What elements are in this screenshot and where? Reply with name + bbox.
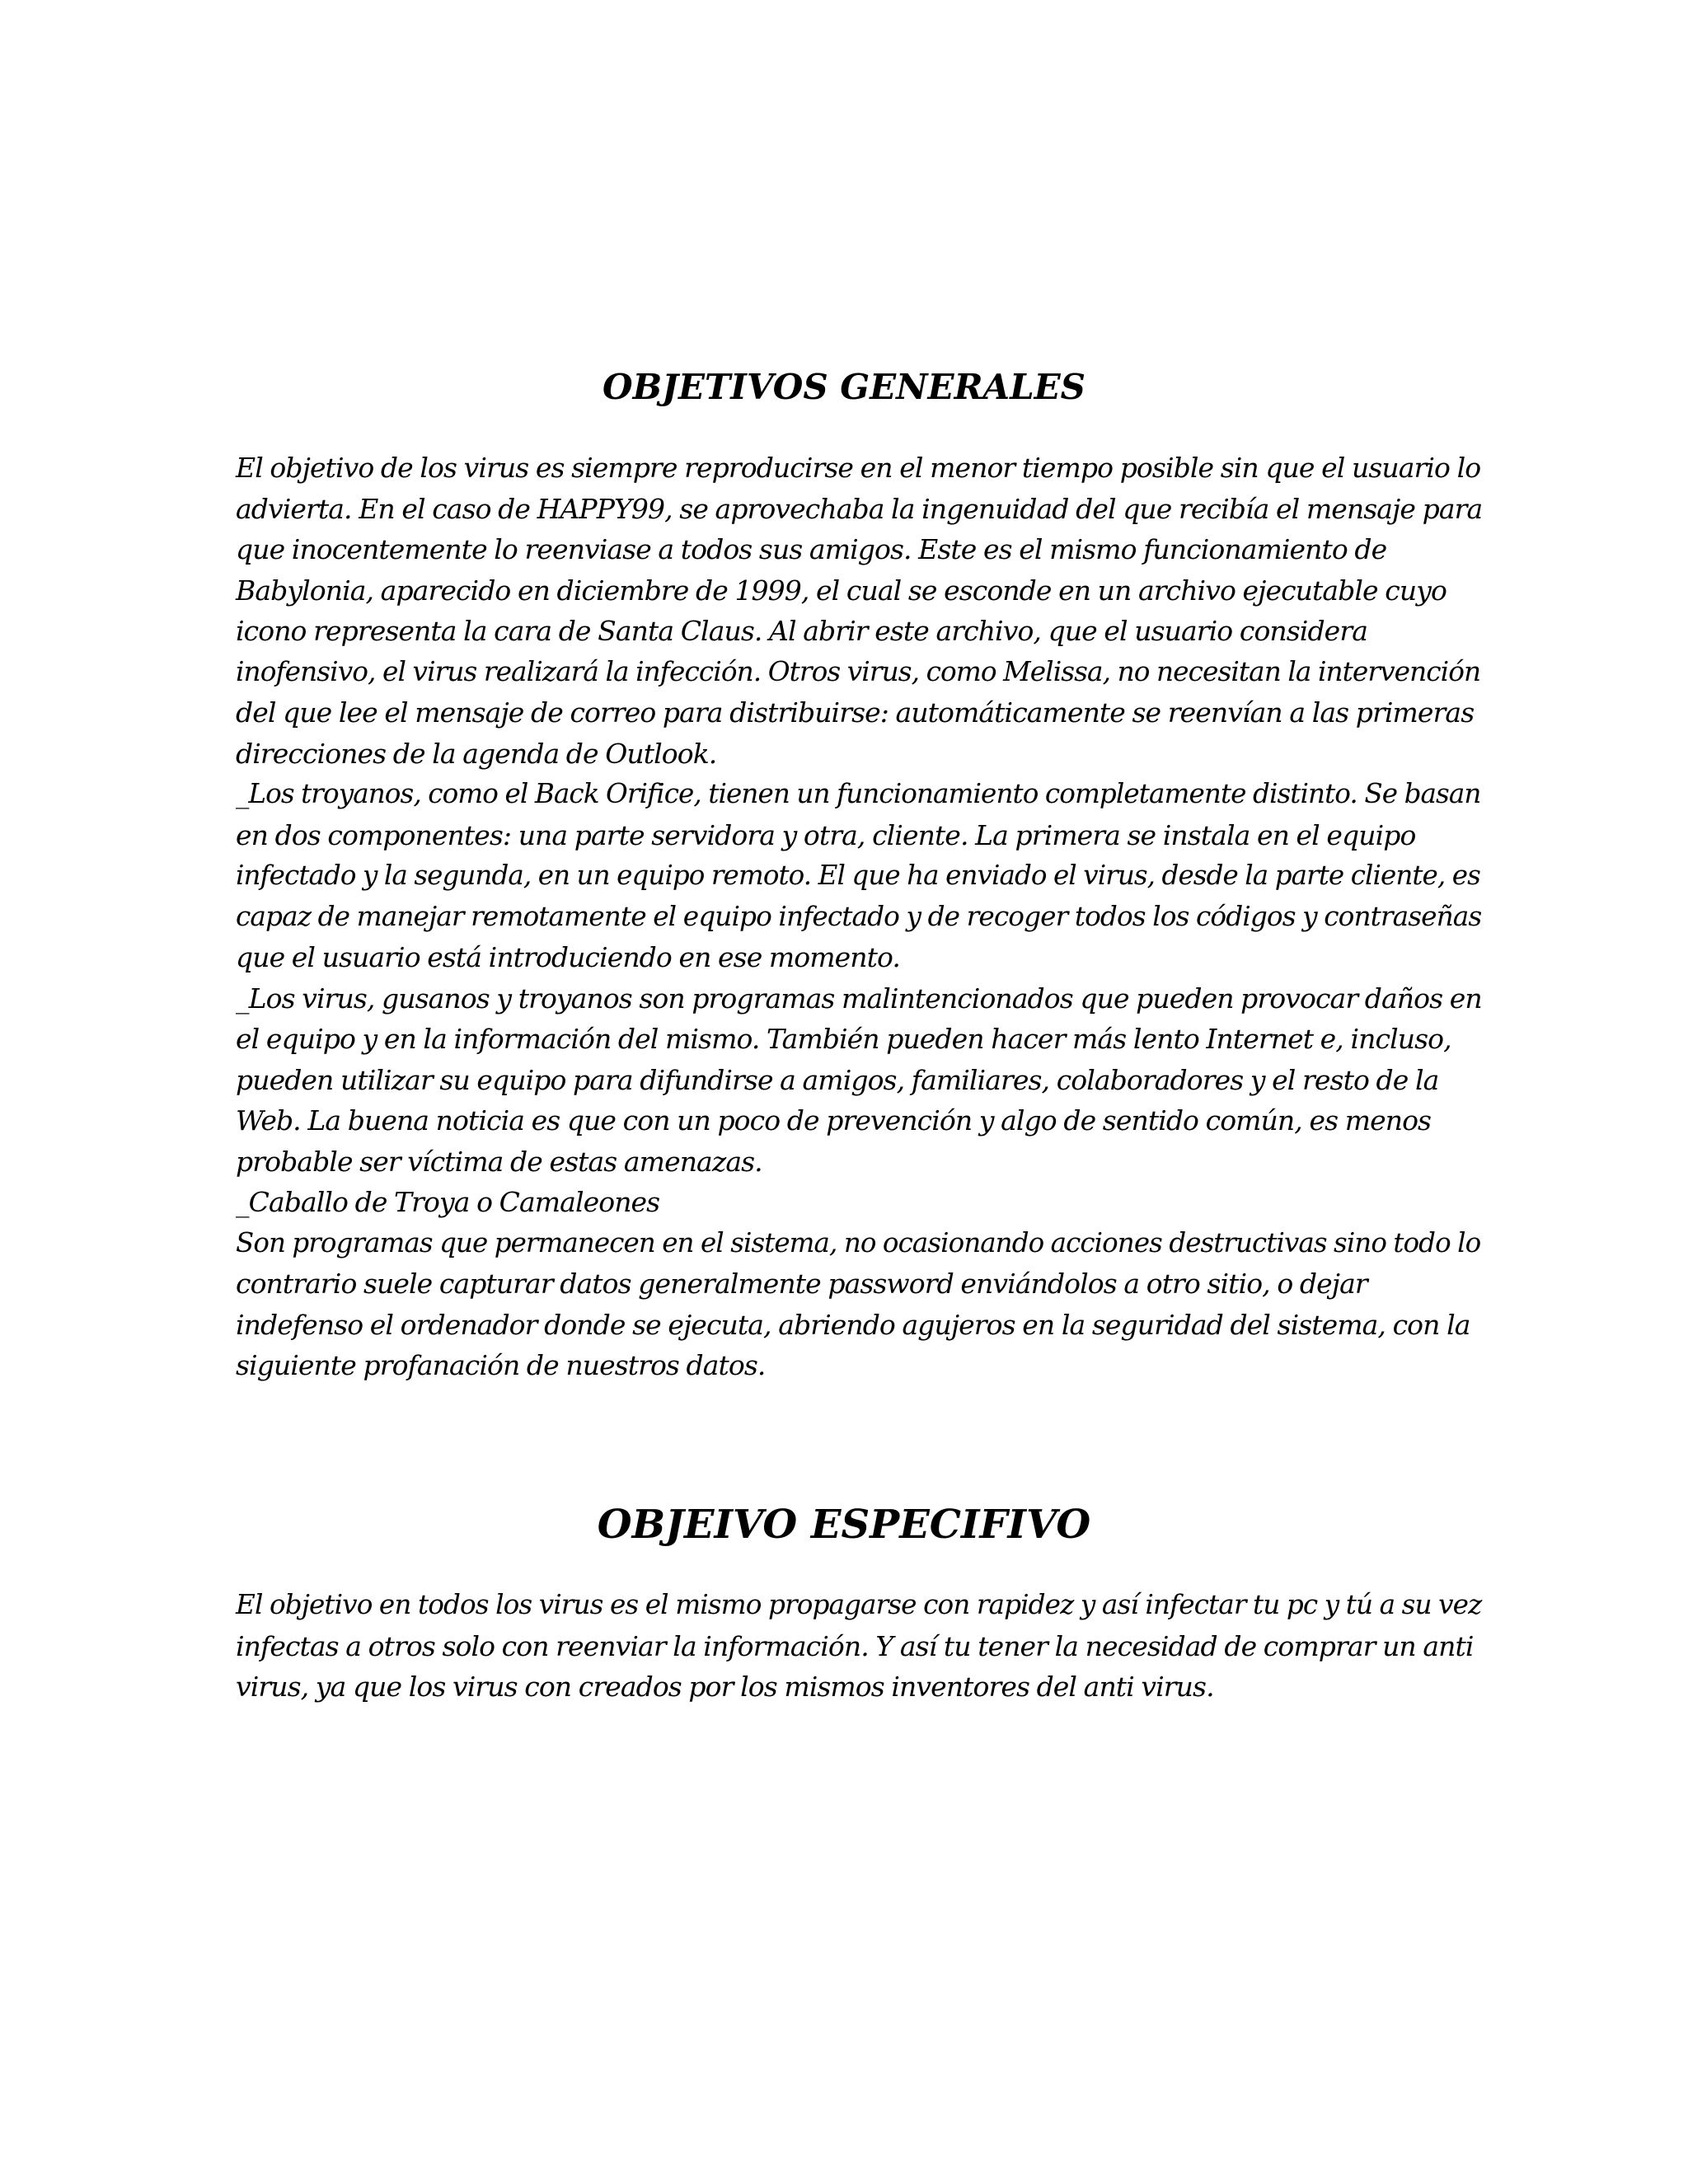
text-line: advierta. En el caso de HAPPY99, se aprovechaba la ingenuidad del que recibía el mensaje para <box>236 492 1483 525</box>
text-line: capaz de manejar remotamente el equipo infectado y de recoger todos los códigos y contraseñas <box>236 900 1482 932</box>
text-line: Web. La buena noticia es que con un poco de prevención y algo de sentido común, es menos <box>236 1104 1432 1137</box>
text-line: El objetivo de los virus es siempre reproducirse en el menor tiempo posible sin que el usuario lo <box>236 452 1481 484</box>
text-line: _Los virus, gusanos y troyanos son programas malintencionados que pueden provocar daños en <box>236 982 1482 1015</box>
text-line: direcciones de la agenda de Outlook. <box>236 737 717 770</box>
text-line: infectas a otros solo con reenviar la información. Y así tu tener la necesidad de comprar un anti <box>236 1629 1474 1662</box>
text-line: virus, ya que los virus con creados por los mismos inventores del anti virus. <box>236 1671 1214 1703</box>
text-line: Babylonia, aparecido en diciembre de 1999, el cual se esconde en un archivo ejecutable cuyo <box>236 574 1447 607</box>
text-line: que inocentemente lo reenviase a todos sus amigos. Este es el mismo funcionamiento de <box>236 533 1387 565</box>
text-line: indefenso el ordenador donde se ejecuta, abriendo agujeros en la seguridad del sistema, con la <box>236 1308 1470 1341</box>
text-line: pueden utilizar su equipo para difundirse a amigos, familiares, colaboradores y el resto de la <box>236 1063 1439 1096</box>
text-line: infectado y la segunda, en un equipo remoto. El que ha enviado el virus, desde la parte cliente, es <box>236 860 1480 891</box>
text-line: Son programas que permanecen en el sistema, no ocasionando acciones destructivas sino todo lo <box>236 1226 1481 1258</box>
text-line: inofensivo, el virus realizará la infección. Otros virus, como Melissa, no necesitan la intervención <box>236 655 1481 687</box>
text-line: en dos componentes: una parte servidora y otra, cliente. La primera se instala en el equipo <box>236 818 1416 851</box>
text-line: icono representa la cara de Santa Claus. Al abrir este archivo, que el usuario considera <box>236 615 1367 647</box>
heading-objetivos-generales: OBJETIVOS GENERALES <box>603 367 1085 407</box>
text-line: contrario suele capturar datos generalmente password enviándolos a otro sitio, o dejar <box>236 1268 1367 1300</box>
general-objectives-text <box>236 448 1489 1386</box>
text-line: El objetivo en todos los virus es el mismo propagarse con rapidez y así infectar tu pc y tú a su vez <box>236 1589 1482 1620</box>
text-line: probable ser víctima de estas amenazas. <box>236 1145 762 1178</box>
text-line: que el usuario está introduciendo en ese momento. <box>236 941 900 973</box>
text-line: el equipo y en la información del mismo. También pueden hacer más lento Internet e, incluso, <box>236 1023 1451 1055</box>
text-line: del que lee el mensaje de correo para distribuirse: automáticamente se reenvían a las primeras <box>236 696 1475 729</box>
specific-objective-text <box>236 1585 1489 1708</box>
heading-objetivo-especifico: OBJEIVO ESPECIFIVO <box>597 1502 1091 1548</box>
text-line: _Los troyanos, como el Back Orifice, tienen un funcionamiento completamente distinto. Se basan <box>236 778 1481 809</box>
text-line: siguiente profanación de nuestros datos. <box>236 1349 766 1381</box>
text-line: _Caballo de Troya o Camaleones <box>236 1186 660 1218</box>
